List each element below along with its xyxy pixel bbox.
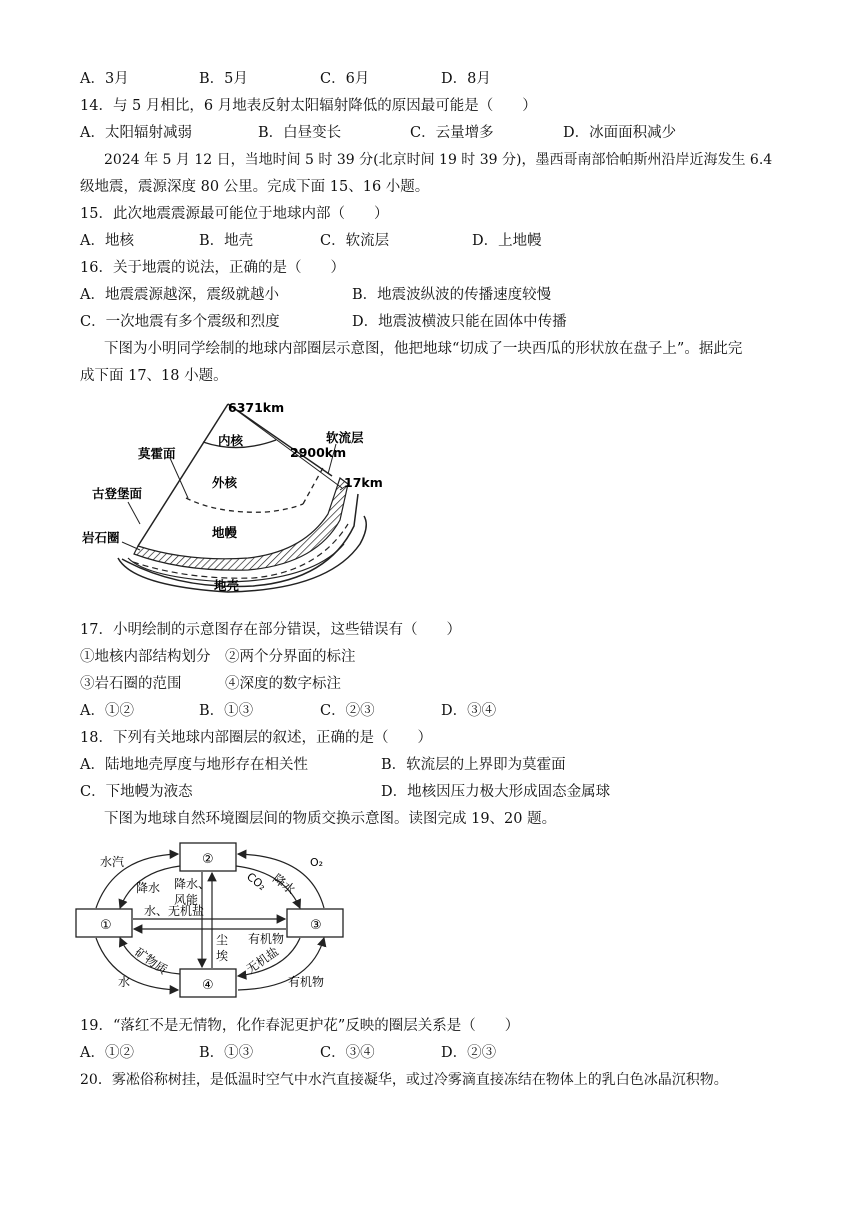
q14-option-d: D．冰面面积减少 (563, 125, 677, 141)
q19-option-c: C．③④ (320, 1045, 375, 1061)
q18-option-a: A．陆地地壳厚度与地形存在相关性 (80, 757, 308, 773)
label-outer-core: 外核 (212, 475, 238, 490)
q16-option-b: B．地震波纵波的传播速度较慢 (352, 287, 552, 303)
q15-stem: 15．此次地震震源最可能位于地球内部（ ） (80, 206, 389, 222)
cycle-context-line1: 下图为地球自然环境圈层间的物质交换示意图。读图完成 19、20 题。 (104, 811, 557, 827)
moho-dashed-right (303, 466, 324, 504)
q16-option-a: A．地震震源越深，震级就越小 (80, 287, 279, 303)
box-2-label: ② (202, 852, 214, 867)
q13-option-a: A．3月 (80, 71, 129, 87)
label-moho: 莫霍面 (138, 446, 176, 461)
label-dust-2: 埃 (216, 949, 229, 963)
q17-option-d: D．③④ (441, 703, 497, 719)
label-water-vapor: 水汽 (100, 855, 125, 869)
q17-option-b: B．①③ (199, 703, 254, 719)
q19-stem: 19．“落红不是无情物，化作春泥更护花”反映的圈层关系是（ ） (80, 1018, 520, 1034)
box-3-label: ③ (310, 918, 322, 933)
q18-stem: 18．下列有关地球内部圈层的叙述，正确的是（ ） (80, 730, 432, 746)
lithosphere-band (134, 478, 348, 570)
box-4-label: ④ (202, 978, 214, 993)
quake-context-line2: 级地震，震源深度 80 公里。完成下面 15、16 小题。 (80, 179, 430, 195)
label-lithosphere: 岩石圈 (82, 530, 120, 545)
earth-context-line2: 成下面 17、18 小题。 (80, 368, 228, 384)
label-organic-mid: 有机物 (248, 932, 285, 946)
label-gutenberg: 古登堡面 (92, 486, 143, 501)
label-dust-1: 尘 (216, 933, 229, 947)
sphere-exchange-figure (74, 836, 350, 1006)
q14-stem: 14．与 5 月相比，6 月地表反射太阳辐射降低的原因最可能是（ ） (80, 98, 537, 114)
q15-option-b: B．地壳 (199, 233, 254, 249)
q13-option-b: B．5月 (199, 71, 248, 87)
q14-option-b: B．白昼变长 (258, 125, 342, 141)
q14-option-a: A．太阳辐射减弱 (80, 125, 192, 141)
earth-interior-figure (78, 394, 383, 600)
q19-option-b: B．①③ (199, 1045, 254, 1061)
label-o2: O₂ (310, 856, 324, 869)
label-inorganic-salts: 无机盐 (243, 944, 282, 977)
label-inner-core: 内核 (218, 433, 244, 448)
q17-items-2: ③岩石圈的范围 ④深度的数字标注 (80, 676, 341, 692)
q19-option-a: A．①② (80, 1045, 134, 1061)
label-precip-wind-1: 降水、 (174, 877, 211, 891)
label-6371km: 6371km (228, 400, 285, 415)
moho-dashed (186, 498, 303, 512)
label-organic-bottom: 有机物 (288, 975, 325, 989)
q19-option-d: D．②③ (441, 1045, 497, 1061)
label-water-salts: 水、无机盐 (144, 904, 205, 918)
earth-context-line1: 下图为小明同学绘制的地球内部圈层示意图，他把地球“切成了一块西瓜的形状放在盘子上”。据此完 (104, 341, 743, 357)
label-asthenosphere: 软流层 (326, 430, 364, 445)
quake-context-line1: 2024 年 5 月 12 日，当地时间 5 时 39 分(北京时间 19 时 39 分)，墨西哥南部恰帕斯州沿岸近海发生 6.4 (104, 152, 773, 168)
q17-stem: 17．小明绘制的示意图存在部分错误，这些错误有（ ） (80, 622, 461, 638)
q15-option-d: D．上地幔 (472, 233, 542, 249)
q17-option-a: A．①② (80, 703, 134, 719)
label-precip-wind-2: 风能 (174, 893, 199, 907)
label-mantle: 地幔 (212, 525, 238, 540)
label-17km: 17km (344, 475, 383, 490)
pointer-lithosphere (122, 542, 140, 550)
q18-option-c: C．下地幔为液态 (80, 784, 193, 800)
box-1-label: ① (100, 918, 112, 933)
q15-option-a: A．地核 (80, 233, 134, 249)
q13-option-c: C．6月 (320, 71, 370, 87)
q16-option-c: C．一次地震有多个震级和烈度 (80, 314, 280, 330)
q18-option-d: D．地核因压力极大形成固态金属球 (381, 784, 611, 800)
q17-items-1: ①地核内部结构划分 ②两个分界面的标注 (80, 649, 356, 665)
q16-option-d: D．地震波横波只能在固体中传播 (352, 314, 567, 330)
q17-option-c: C．②③ (320, 703, 375, 719)
label-precip-left: 降水 (136, 881, 161, 895)
q13-option-d: D．8月 (441, 71, 491, 87)
label-crust: 地壳 (214, 578, 240, 593)
q18-option-b: B．软流层的上界即为莫霍面 (381, 757, 566, 773)
q15-option-c: C．软流层 (320, 233, 390, 249)
label-2900km: 2900km (290, 445, 347, 460)
q20-stem: 20．雾凇俗称树挂，是低温时空气中水汽直接凝华，或过冷雾滴直接冻结在物体上的乳白色冰晶沉积物。 (80, 1072, 728, 1088)
q14-option-c: C．云量增多 (410, 125, 494, 141)
label-water-bottom: 水 (118, 975, 131, 989)
label-minerals: 矿物质 (132, 944, 170, 978)
pointer-gutenberg (128, 502, 140, 524)
label-precip-right: 降水 (270, 871, 298, 898)
label-co2: CO₂ (244, 870, 269, 894)
q16-stem: 16．关于地震的说法，正确的是（ ） (80, 260, 345, 276)
